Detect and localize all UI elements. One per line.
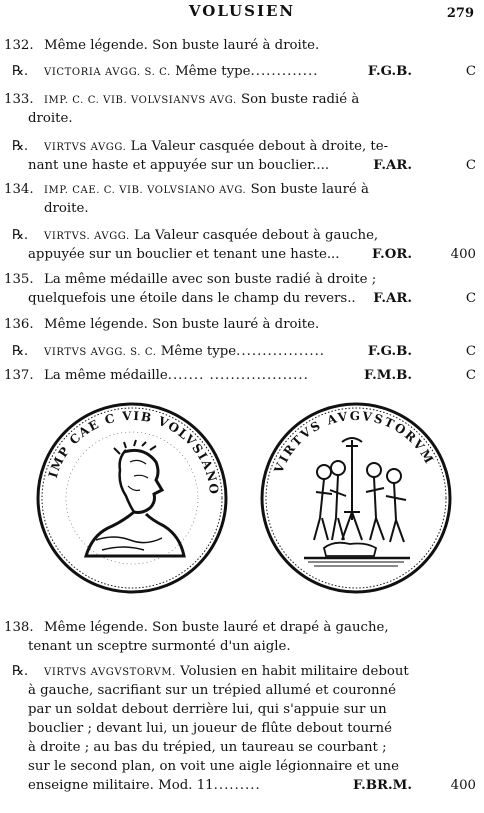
reverse-coin <box>262 404 450 592</box>
obverse-legend: IMP CAE C VIB VOLVSIANO <box>45 408 222 497</box>
catalog-ref: F.M.B. <box>364 368 412 383</box>
reverse-entry-136: ℞. VIRTVS AVGG. S. C. Même type................. F.G.B. C <box>12 344 476 359</box>
entry-text: La même médaille avec son buste radié à droite ; <box>44 272 377 287</box>
rarity: 400 <box>450 778 476 793</box>
coin-legend: VIRTVS AVGG. S. C. <box>44 347 157 358</box>
catalog-ref: F.BR.M. <box>353 778 412 793</box>
rarity: C <box>465 158 476 173</box>
entry-text-cont: appuyée sur un bouclier et tenant une haste... <box>28 247 340 262</box>
coin-legend: VIRTVS AVGVSTORVM. <box>44 667 176 678</box>
catalog-ref: F.G.B. <box>367 344 412 359</box>
coin-illustrations <box>34 400 454 596</box>
catalog-entry-132 <box>0 36 484 55</box>
coin-legend: IMP. CAE. C. VIB. VOLVSIANO AVG. <box>44 185 247 196</box>
catalog-ref: F.AR. <box>373 291 412 306</box>
entry-number: 133. <box>4 92 34 107</box>
reverse-symbol: ℞. <box>12 64 29 79</box>
coin-legend: VIRTVS AVGG. <box>44 142 127 153</box>
coin-engraving <box>34 400 454 596</box>
coin-legend: VICTORIA AVGG. S. C. <box>44 67 171 78</box>
reverse-entry-132: ℞. VICTORIA AVGG. S. C. Même type............. F.G.B. C <box>12 64 476 79</box>
reverse-symbol: ℞. <box>12 664 29 679</box>
catalog-entry-137: 137. La même médaille....... ................... F.M.B. C <box>4 368 476 383</box>
entry-text: La même médaille <box>44 368 168 383</box>
entry-text: La Valeur casquée debout à gauche, <box>134 228 379 243</box>
entry-text-cont: tenant un sceptre surmonté d'un aigle. <box>28 639 291 654</box>
entry-text-cont: nant une haste et appuyée sur un bouclier.... <box>28 158 330 173</box>
reverse-entry-138: ℞. VIRTVS AVGVSTORVM. Volusien en habit militaire debout à gauche, sacrifiant sur un trépied allumé et couronné par un soldat debout derrière lui, qui s'appuie sur un bouclier ; devant lui, un joueur de flûte debout tourné à droite ; au bas du trépied, un taureau se courbant ; sur le second plan, on voit une aigle légionnaire et une enseigne militaire. Mod. 11......... F.BR.M. 400 <box>12 664 476 793</box>
entry-number: 134. <box>4 182 34 197</box>
reverse-entry-134 <box>0 226 484 264</box>
rarity: C <box>465 291 476 306</box>
entry-text-cont: à gauche, sacrifiant sur un trépied allumé et couronné <box>28 683 397 698</box>
rarity: C <box>465 368 476 383</box>
catalog-entry-138 <box>0 618 484 656</box>
catalog-entry-134 <box>0 180 484 218</box>
entry-number: 137. <box>4 368 34 383</box>
reverse-symbol: ℞. <box>12 344 29 359</box>
entry-text-cont: enseigne militaire. Mod. 11 <box>28 778 214 793</box>
catalog-ref: F.OR. <box>372 247 412 262</box>
rarity: 400 <box>450 247 476 262</box>
reverse-entry-133 <box>0 137 484 175</box>
entry-text: La Valeur casquée debout à droite, te- <box>130 139 389 154</box>
catalog-ref: F.AR. <box>373 158 412 173</box>
page-header <box>0 2 484 26</box>
entry-text-cont: droite. <box>44 201 89 216</box>
entry-text: Son buste radié à <box>240 92 360 107</box>
entry-text-cont: sur le second plan, on voit une aigle légionnaire et une <box>28 759 399 774</box>
rarity: C <box>465 64 476 79</box>
page-number: 279 <box>446 6 474 21</box>
entry-text: Même légende. Son buste lauré à droite. <box>44 38 320 53</box>
entry-text-cont: quelquefois une étoile dans le champ du revers.. <box>28 291 356 306</box>
entry-text: Même type <box>160 344 237 359</box>
entry-number: 136. <box>4 317 34 332</box>
entry-text: Son buste lauré à <box>250 182 369 197</box>
reverse-symbol: ℞. <box>12 228 29 243</box>
catalog-entry-136 <box>0 315 484 334</box>
obverse-coin <box>34 400 226 592</box>
entry-number: 135. <box>4 272 34 287</box>
rarity: C <box>465 344 476 359</box>
coin-legend: IMP. C. C. VIB. VOLVSIANVS AVG. <box>44 95 237 106</box>
catalog-ref: F.G.B. <box>367 64 412 79</box>
page-title: VOLUSIEN <box>188 2 296 20</box>
coin-legend: VIRTVS. AVGG. <box>44 231 130 242</box>
entry-text-cont: à droite ; au bas du trépied, un taureau se courbant ; <box>28 740 387 755</box>
reverse-symbol: ℞. <box>12 139 29 154</box>
entry-number: 132. <box>4 38 34 53</box>
entry-text: Même légende. Son buste lauré à droite. <box>44 317 320 332</box>
entry-text-cont: par un soldat debout derrière lui, qui s'appuie sur un <box>28 702 387 717</box>
entry-text: Même légende. Son buste lauré et drapé à gauche, <box>44 620 389 635</box>
entry-text-cont: droite. <box>28 111 73 126</box>
entry-text: Même type <box>175 64 251 79</box>
entry-text-cont: bouclier ; devant lui, un joueur de flûte debout tourné <box>28 721 392 736</box>
entry-text: Volusien en habit militaire debout <box>180 664 409 679</box>
entry-number: 138. <box>4 620 34 635</box>
reverse-legend: VIRTVS AVGVSTORVM <box>271 408 438 475</box>
catalog-entry-135 <box>0 270 484 308</box>
catalog-entry-133 <box>0 90 484 128</box>
